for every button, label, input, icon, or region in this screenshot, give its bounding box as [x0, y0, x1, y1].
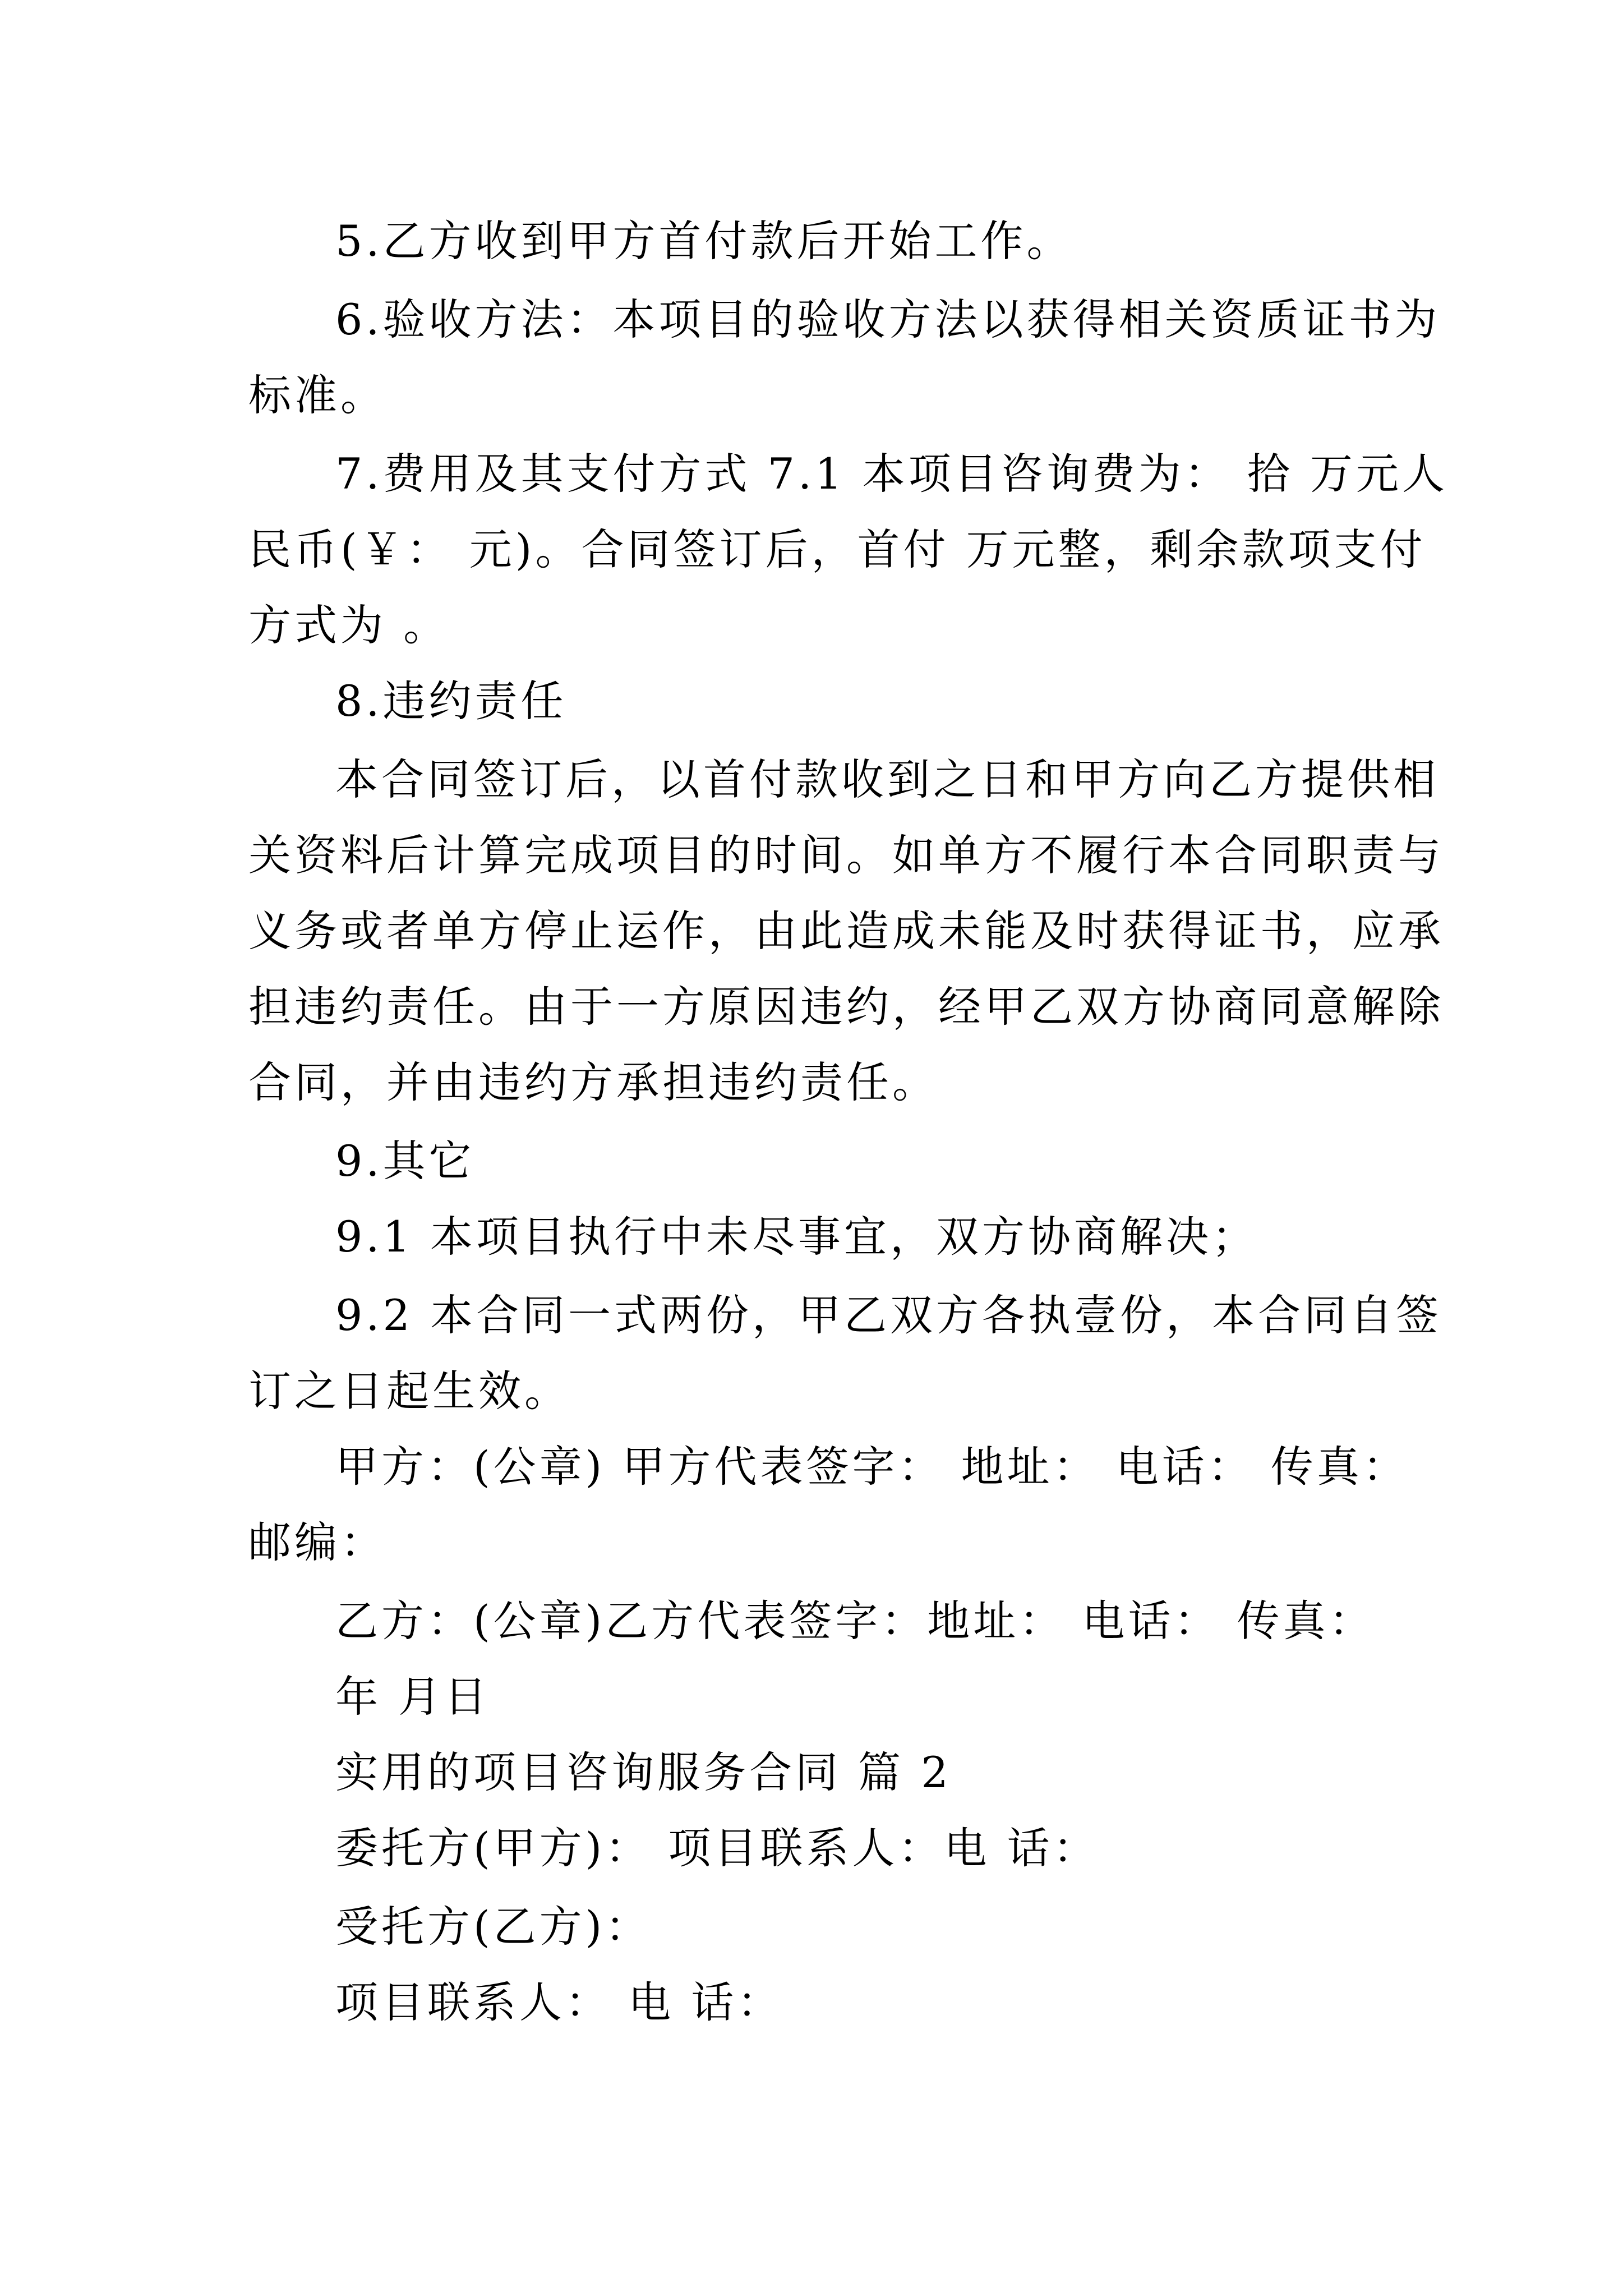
clause-8-line-4: 担违约责任。由于一方原因违约，经甲乙双方协商同意解除 [248, 982, 1444, 1032]
clause-9-2-line-2: 订之日起生效。 [248, 1366, 570, 1416]
clause-8-heading: 8.违约责任 [335, 676, 567, 726]
clause-9-2-line-1: 9.2 本合同一式两份，甲乙双方各执壹份，本合同自签 [335, 1290, 1442, 1340]
clause-7-line-1: 7.费用及其支付方式 7.1 本项目咨询费为： 拾 万元人 [335, 449, 1449, 499]
clause-8-line-5: 合同，并由违约方承担违约责任。 [248, 1057, 938, 1107]
clause-8-line-3: 义务或者单方停止运作，由此造成未能及时获得证书，应承 [248, 906, 1444, 956]
clause-7-line-2: 民币(￥： 元)。合同签订后，首付 万元整，剩余款项支付 [248, 524, 1426, 574]
section-title-part-2: 实用的项目咨询服务合同 篇 2 [335, 1747, 952, 1797]
party-a-signature-line: 甲方：(公章) 甲方代表签字： 地址： 电话： 传真： [335, 1442, 1409, 1492]
clause-9-1: 9.1 本项目执行中未尽事宜，双方协商解决； [335, 1212, 1258, 1262]
clause-8-line-1: 本合同签订后，以首付款收到之日和甲方向乙方提供相 [335, 754, 1439, 804]
date-line: 年 月日 [335, 1672, 491, 1722]
party-a-postcode: 邮编： [248, 1517, 386, 1567]
contractor-party-line: 受托方(乙方)： [335, 1902, 652, 1952]
clause-7-line-3: 方式为 。 [248, 600, 450, 650]
contact-person-line: 项目联系人： 电 话： [335, 1977, 783, 2027]
clause-6-line-1: 6.验收方法：本项目的验收方法以获得相关资质证书为 [335, 295, 1441, 344]
party-b-signature-line: 乙方：(公章)乙方代表签字：地址： 电话： 传真： [335, 1596, 1375, 1646]
clause-5: 5.乙方收到甲方首付款后开始工作。 [335, 216, 1073, 266]
client-party-line: 委托方(甲方)： 项目联系人：电 话： [335, 1823, 1099, 1873]
clause-9-heading: 9.其它 [335, 1136, 475, 1186]
clause-8-line-2: 关资料后计算完成项目的时间。如单方不履行本合同职责与 [248, 830, 1444, 880]
clause-6-line-2: 标准。 [248, 370, 386, 420]
